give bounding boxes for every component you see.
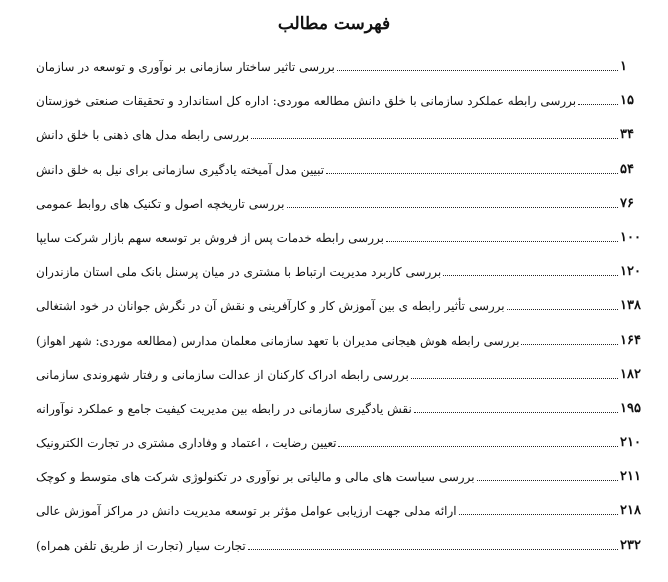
toc-entry-page-number[interactable]: ۱۳۸ xyxy=(620,298,641,314)
toc-entry-page-number[interactable]: ۱۲۰ xyxy=(620,264,641,280)
toc-entry-page-number[interactable]: ۵۴ xyxy=(620,161,634,177)
toc-entry-page-number[interactable]: ۱۶۴ xyxy=(620,332,641,348)
toc-entry[interactable] xyxy=(34,536,650,570)
toc-entry[interactable] xyxy=(34,433,650,467)
toc-entry[interactable] xyxy=(34,331,650,365)
toc-entry-title[interactable]: بررسی رابطه هوش هیجانی مدیران با تعهد سازمانی معلمان مدارس (مطالعه موردی: شهر اهواز) xyxy=(36,333,520,348)
toc-entry-page-number[interactable]: ۷۶ xyxy=(620,195,634,211)
dot-leader xyxy=(326,160,618,174)
toc-entry[interactable] xyxy=(34,125,650,159)
toc-entry[interactable] xyxy=(34,365,650,399)
toc-entry[interactable] xyxy=(34,194,650,228)
toc-entry[interactable] xyxy=(34,501,650,535)
dot-leader xyxy=(507,296,618,310)
toc-entry-title[interactable]: بررسی سیاست های مالی و مالیاتی بر نوآوری در تکنولوژی شرکت های متوسط و کوچک xyxy=(36,470,475,485)
toc-entry[interactable] xyxy=(34,57,650,91)
toc-entry[interactable] xyxy=(34,262,650,296)
toc-entry[interactable] xyxy=(34,467,650,501)
toc-entry-title[interactable]: بررسی تاثیر ساختار سازمانی بر نوآوری و توسعه در سازمان xyxy=(36,60,335,74)
toc-entry-page-number[interactable]: ۳۴ xyxy=(620,127,634,143)
dot-leader xyxy=(338,433,618,447)
dot-leader xyxy=(477,467,618,481)
toc-entry-page-number[interactable]: ۱۹۵ xyxy=(620,400,641,416)
dot-leader xyxy=(337,57,618,71)
dot-leader xyxy=(414,399,618,413)
dot-leader xyxy=(443,262,618,276)
toc-entry-title[interactable]: تبیین مدل آمیخته یادگیری سازمانی برای نیل به خلق دانش xyxy=(36,162,325,177)
toc-entry-title[interactable]: ارائه مدلی جهت ارزیابی عوامل مؤثر بر توسعه مدیریت دانش در مراکز آموزش عالی xyxy=(36,504,457,519)
dot-leader xyxy=(251,125,618,139)
toc-entry-page-number[interactable]: ۲۱۸ xyxy=(620,503,641,519)
toc-entry[interactable] xyxy=(34,91,650,125)
toc-entry[interactable] xyxy=(34,160,650,194)
toc-entry-title[interactable]: بررسی رابطه خدمات پس از فروش بر توسعه سهم بازار شرکت سایپا xyxy=(36,230,384,245)
dot-leader xyxy=(287,194,618,208)
dot-leader xyxy=(459,501,618,515)
toc-entry-title[interactable]: نقش یادگیری سازمانی در رابطه بین مدیریت کیفیت جامع و عملکرد نوآورانه xyxy=(36,401,412,416)
toc-entry-title[interactable]: بررسی تأثیر رابطه ی بین آموزش کار و کارآفرینی و نقش آن در نگرش جوانان در خود اشتغالی xyxy=(36,299,505,314)
toc-entry-title[interactable]: بررسی تاریخچه اصول و تکنیک های روابط عمومی xyxy=(36,196,285,211)
dot-leader xyxy=(411,365,618,379)
toc-entry[interactable] xyxy=(34,228,650,262)
page-title: فهرست مطالب xyxy=(277,14,391,34)
dot-leader xyxy=(521,331,618,345)
toc-entry-page-number[interactable]: ۲۳۲ xyxy=(620,537,641,553)
toc-entry-page-number[interactable]: ۲۱۰ xyxy=(620,435,641,451)
toc-entry-title[interactable]: بررسی کاربرد مدیریت ارتباط با مشتری در میان پرسنل بانک ملی استان مازندران xyxy=(36,265,442,280)
toc-entry-page-number[interactable]: ۱۸۲ xyxy=(620,366,641,382)
toc-entry-title[interactable]: تجارت سیار (تجارت از طریق تلفن همراه) xyxy=(36,538,246,553)
toc-entry-title[interactable]: بررسی رابطه عملکرد سازمانی با خلق دانش مطالعه موردی: اداره کل استاندارد و تحقیقات صنعتی خوزستان xyxy=(36,94,577,109)
toc-entry[interactable] xyxy=(34,399,650,433)
dot-leader xyxy=(248,536,618,550)
dot-leader xyxy=(578,91,618,105)
toc-entry-page-number[interactable]: ۱ xyxy=(620,59,627,74)
toc-entry-page-number[interactable]: ۲۱۱ xyxy=(620,469,641,485)
toc-entry[interactable] xyxy=(34,296,650,330)
table-of-contents xyxy=(34,57,650,570)
toc-entry-title[interactable]: بررسی رابطه ادراک کارکنان از عدالت سازمانی و رفتار شهروندی سازمانی xyxy=(36,367,409,382)
toc-entry-title[interactable]: تعیین رضایت ، اعتماد و وفاداری مشتری در تجارت الکترونیک xyxy=(36,436,337,451)
toc-entry-page-number[interactable]: ۱۰۰ xyxy=(620,229,641,245)
toc-entry-title[interactable]: بررسی رابطه مدل های ذهنی با خلق دانش xyxy=(36,128,250,143)
toc-entry-page-number[interactable]: ۱۵ xyxy=(620,93,634,109)
dot-leader xyxy=(386,228,618,242)
